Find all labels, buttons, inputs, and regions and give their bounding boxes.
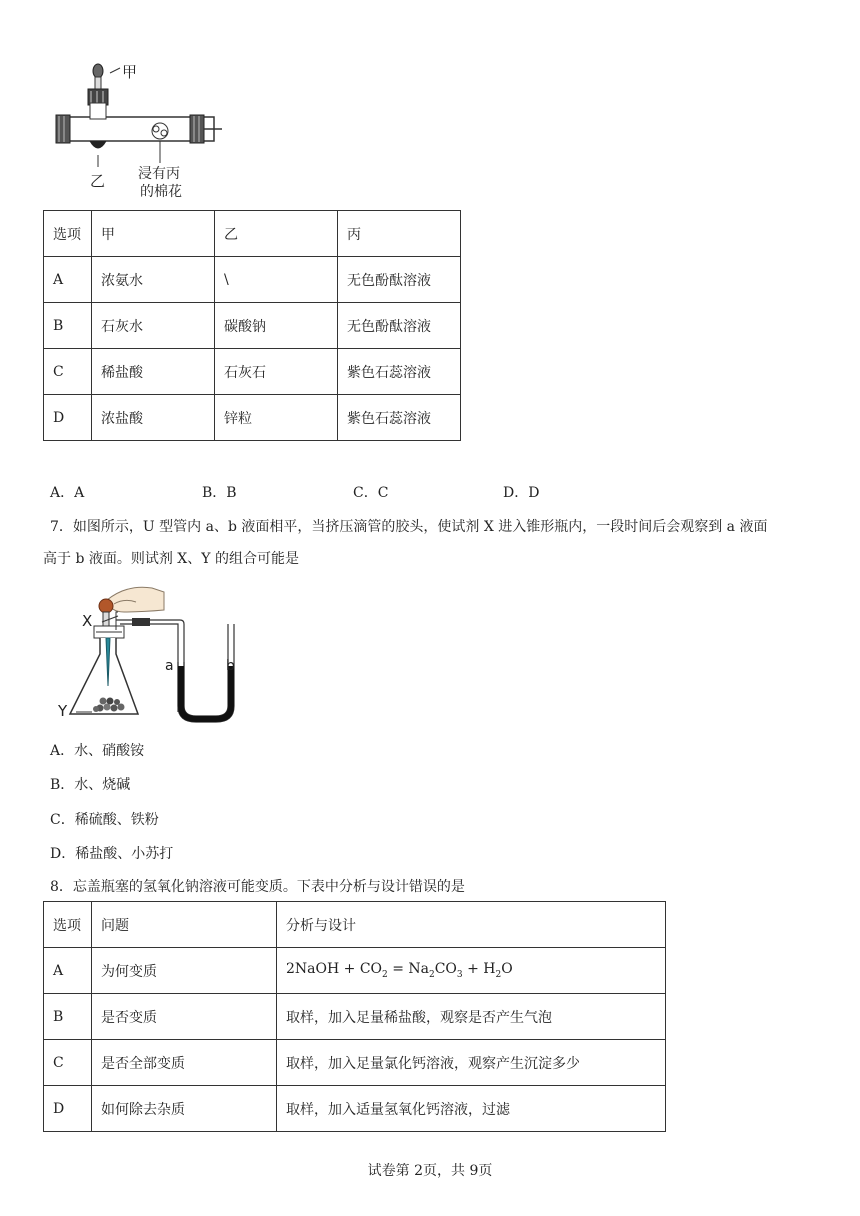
table-cell: B <box>44 303 92 349</box>
table-row <box>44 948 666 994</box>
table-cell: 浓氨水 <box>92 257 215 303</box>
table-cell: 碳酸钠 <box>215 303 338 349</box>
q6-label-yi: 乙 <box>90 172 106 190</box>
q7-choice-b[interactable]: B．水、烧碱 <box>50 777 131 793</box>
q7-label-x: X <box>82 612 93 630</box>
header-cell: 问题 <box>92 902 277 948</box>
q8-stem: 8．忘盖瓶塞的氢氧化钠溶液可能变质。下表中分析与设计错误的是 <box>50 879 465 895</box>
q7-choice-d[interactable]: D．稀盐酸、小苏打 <box>50 846 174 862</box>
q6-choice-c[interactable]: C．C <box>353 485 389 501</box>
q6-choice-a[interactable]: A．A <box>50 485 85 501</box>
q6-choice-d[interactable]: D．D <box>503 485 540 501</box>
table-cell: 取样，加入足量稀盐酸，观察是否产生气泡 <box>277 994 666 1040</box>
table-cell: 是否全部变质 <box>92 1040 277 1086</box>
q6-label-jia: 甲 <box>122 63 138 81</box>
table-cell: D <box>44 1086 92 1132</box>
q7-label-b: b <box>226 658 235 674</box>
table-cell: D <box>44 395 92 441</box>
eq-part: CO <box>434 961 457 978</box>
q7-stem-line-2: 高于 b 液面。则试剂 X、Y 的组合可能是 <box>43 551 299 567</box>
table-cell: 无色酚酞溶液 <box>338 303 461 349</box>
table-header-row <box>44 902 666 948</box>
header-cell: 乙 <box>215 211 338 257</box>
table-cell: 稀盐酸 <box>92 349 215 395</box>
table-cell: 浓盐酸 <box>92 395 215 441</box>
table-row <box>44 994 666 1040</box>
table-row <box>44 1086 666 1132</box>
table-row <box>44 1040 666 1086</box>
header-cell: 分析与设计 <box>277 902 666 948</box>
q8-table <box>43 901 666 1132</box>
table-cell: 石灰石 <box>215 349 338 395</box>
table-cell: 无色酚酞溶液 <box>338 257 461 303</box>
header-cell: 甲 <box>92 211 215 257</box>
q7-label-y: Y <box>58 702 68 720</box>
table-cell: 紫色石蕊溶液 <box>338 349 461 395</box>
table-row <box>44 257 461 303</box>
eq-part: = Na <box>387 961 429 978</box>
table-cell: \ <box>215 257 338 303</box>
table-cell: B <box>44 994 92 1040</box>
header-cell: 选项 <box>44 211 92 257</box>
table-cell: C <box>44 349 92 395</box>
page-footer: 试卷第 2页，共 9页 <box>367 1163 493 1179</box>
table-cell: 紫色石蕊溶液 <box>338 395 461 441</box>
table-cell: A <box>44 257 92 303</box>
q7-choice-c[interactable]: C．稀硫酸、铁粉 <box>50 812 159 828</box>
table-row <box>44 395 461 441</box>
q6-label-bing-1: 浸有丙 <box>138 166 180 182</box>
table-cell: 石灰水 <box>92 303 215 349</box>
chemical-equation <box>277 948 666 994</box>
q6-table <box>43 210 461 441</box>
table-cell: 锌粒 <box>215 395 338 441</box>
table-cell: C <box>44 1040 92 1086</box>
table-cell: 是否变质 <box>92 994 277 1040</box>
header-cell: 选项 <box>44 902 92 948</box>
header-cell: 丙 <box>338 211 461 257</box>
eq-part: O <box>501 961 513 978</box>
table-cell: 取样，加入适量氢氧化钙溶液，过滤 <box>277 1086 666 1132</box>
q6-label-bing-2: 的棉花 <box>140 184 182 200</box>
table-header-row <box>44 211 461 257</box>
eq-sub: 2 <box>495 969 502 980</box>
table-cell: 取样，加入足量氯化钙溶液，观察产生沉淀多少 <box>277 1040 666 1086</box>
q6-choice-b[interactable]: B．B <box>202 485 237 501</box>
q7-choice-a[interactable]: A．水、硝酸铵 <box>50 743 145 759</box>
q7-apparatus-figure <box>52 582 252 724</box>
q7-label-a: a <box>165 658 174 674</box>
eq-part: 2NaOH + CO <box>286 961 383 978</box>
q7-stem-line-1: 7．如图所示，U 型管内 a、b 液面相平，当挤压滴管的胶头，使试剂 X 进入锥形瓶内，一段时间后会观察到 a 液面 <box>50 519 768 535</box>
table-cell: 如何除去杂质 <box>92 1086 277 1132</box>
eq-sub: 2 <box>428 969 435 980</box>
table-row <box>44 349 461 395</box>
table-row <box>44 303 461 349</box>
eq-sub: 2 <box>382 969 388 980</box>
eq-sub: 3 <box>456 969 463 980</box>
eq-part: + H <box>462 961 496 978</box>
table-cell: 为何变质 <box>92 948 277 994</box>
table-cell: A <box>44 948 92 994</box>
